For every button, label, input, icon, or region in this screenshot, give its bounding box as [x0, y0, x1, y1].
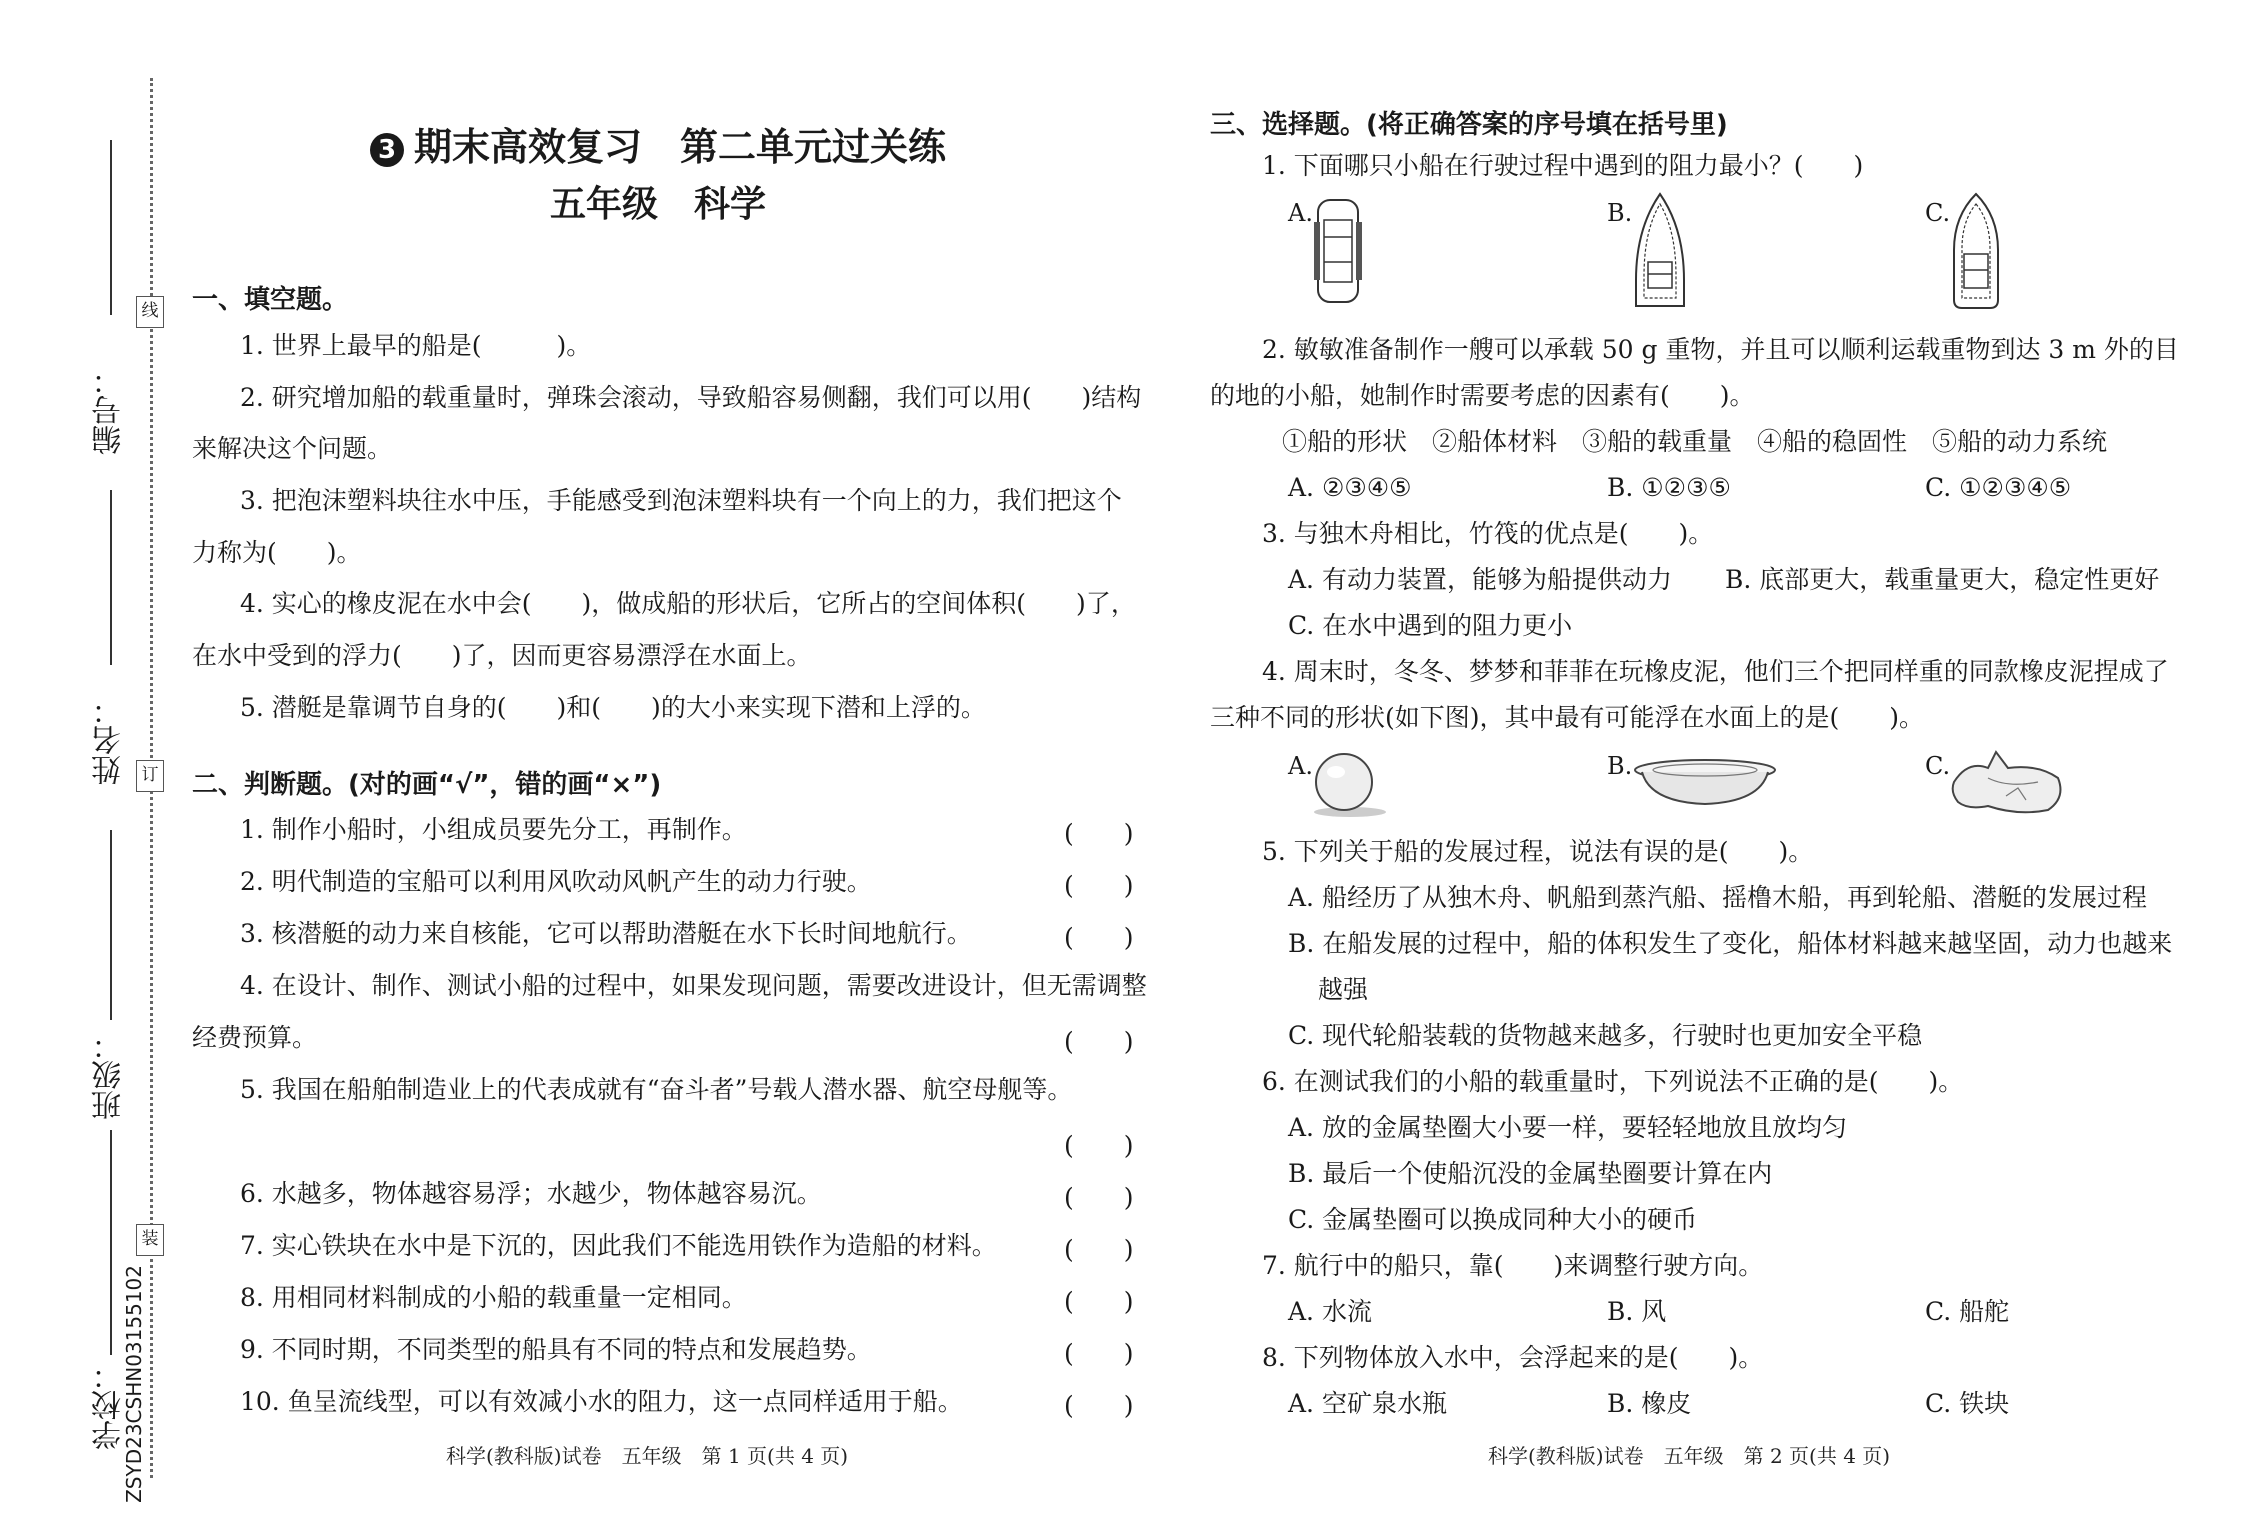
page-title-text: 期末高效复习 第二单元过关练: [414, 125, 947, 169]
s2-q3: 3. 核潜艇的动力来自核能，它可以帮助潜艇在水下长时间地航行。: [240, 919, 972, 948]
s3-q8: 8. 下列物体放入水中，会浮起来的是( )。: [1262, 1343, 1764, 1372]
s2-q6-answer[interactable]: ( ): [1064, 1183, 1134, 1212]
s3-q1-opt-c[interactable]: C.: [1925, 199, 1951, 227]
s3-q4a: 4. 周末时，冬冬、梦梦和菲菲在玩橡皮泥，他们三个把同样重的同款橡皮泥捏成了: [1262, 657, 2169, 686]
s3-q8-opt-c[interactable]: C. 铁块: [1925, 1389, 2010, 1418]
s3-q5-opt-b[interactable]: B. 在船发展的过程中，船的体积发生了变化，船体材料越来越坚固，动力也越来: [1288, 929, 2173, 958]
s2-q7: 7. 实心铁块在水中是下沉的，因此我们不能选用铁作为造船的材料。: [240, 1231, 997, 1260]
section3-heading: 三、选择题。(将正确答案的序号填在括号里): [1210, 110, 1728, 140]
s3-q7-opt-b[interactable]: B. 风: [1607, 1297, 1667, 1326]
name-label: 姓名：: [92, 695, 127, 785]
s2-q1: 1. 制作小船时，小组成员要先分工，再制作。: [240, 815, 747, 844]
s2-q1-answer[interactable]: ( ): [1064, 819, 1134, 848]
s3-q7-opt-c[interactable]: C. 船舵: [1925, 1297, 2010, 1326]
class-blank: [110, 830, 112, 1020]
s3-q2a: 2. 敏敏准备制作一艘可以承载 50 g 重物，并且可以顺利运载重物到达 3 m 外的目: [1262, 335, 2179, 364]
clay-ball-icon: [1310, 750, 1390, 818]
boat-a-icon: [1312, 192, 1364, 310]
number-blank: [110, 140, 112, 315]
s3-q2-items: ①船的形状 ②船体材料 ③船的载重量 ④船的稳固性 ⑤船的动力系统: [1282, 427, 2108, 456]
s2-q10-answer[interactable]: ( ): [1064, 1391, 1134, 1420]
section2-heading: 二、判断题。(对的画“√”，错的画“×”): [192, 770, 662, 800]
page-subtitle: 五年级 科学: [550, 184, 767, 225]
s3-q1-opt-b[interactable]: B.: [1607, 199, 1633, 227]
s3-q3-opt-a[interactable]: A. 有动力装置，能够为船提供动力: [1288, 565, 1672, 594]
name-blank: [110, 490, 112, 665]
class-label: 班级：: [92, 1030, 127, 1120]
s3-q4-opt-b[interactable]: B.: [1607, 752, 1633, 780]
bind-mark-staple: 订: [136, 760, 164, 792]
s3-q3-opt-b[interactable]: B. 底部更大，载重量更大，稳定性更好: [1725, 565, 2160, 594]
s1-q3b: 力称为( )。: [192, 538, 362, 567]
boat-b-icon: [1630, 190, 1690, 314]
page-title: [370, 116, 946, 171]
s3-q7: 7. 航行中的船只，靠( )来调整行驶方向。: [1262, 1251, 1764, 1280]
s2-q4a: 4. 在设计、制作、测试小船的过程中，如果发现问题，需要改进设计，但无需调整: [240, 971, 1147, 1000]
clay-bowl-icon: [1630, 756, 1780, 810]
s3-q6: 6. 在测试我们的小船的载重量时，下列说法不正确的是( )。: [1262, 1067, 1964, 1096]
s3-q5-opt-c[interactable]: C. 现代轮船装载的货物越来越多，行驶时也更加安全平稳: [1288, 1021, 1923, 1050]
s2-q9-answer[interactable]: ( ): [1064, 1339, 1134, 1368]
s3-q1-opt-a[interactable]: A.: [1288, 199, 1313, 227]
bind-mark-line: 线: [136, 296, 164, 328]
s2-q2: 2. 明代制造的宝船可以利用风吹动风帆产生的动力行驶。: [240, 867, 872, 896]
footer-page2: 科学(教科版)试卷 五年级 第 2 页(共 4 页): [1488, 1444, 1891, 1468]
school-blank: [110, 1130, 112, 1355]
s3-q1: 1. 下面哪只小船在行驶过程中遇到的阻力最小？( ): [1262, 151, 1864, 180]
s3-q2-opt-c[interactable]: C. ①②③④⑤: [1925, 473, 2072, 502]
footer-page1: 科学(教科版)试卷 五年级 第 1 页(共 4 页): [446, 1444, 849, 1468]
s3-q6-opt-a[interactable]: A. 放的金属垫圈大小要一样，要轻轻地放且放均匀: [1288, 1113, 1847, 1142]
s3-q3: 3. 与独木舟相比，竹筏的优点是( )。: [1262, 519, 1714, 548]
s1-q3a: 3. 把泡沫塑料块往水中压，手能感受到泡沫塑料块有一个向上的力，我们把这个: [240, 486, 1122, 515]
s3-q5: 5. 下列关于船的发展过程，说法有误的是( )。: [1262, 837, 1814, 866]
s1-q1: 1. 世界上最早的船是( )。: [240, 331, 592, 360]
bind-mark-bind: 装: [136, 1224, 164, 1256]
s3-q7-opt-a[interactable]: A. 水流: [1288, 1297, 1372, 1326]
s2-q4b: 经费预算。: [192, 1023, 318, 1052]
s2-q2-answer[interactable]: ( ): [1064, 871, 1134, 900]
s2-q10: 10. 鱼呈流线型，可以有效减小水的阻力，这一点同样适用于船。: [240, 1387, 963, 1416]
s1-q2b: 来解决这个问题。: [192, 434, 393, 463]
s2-q8-answer[interactable]: ( ): [1064, 1287, 1134, 1316]
s2-q7-answer[interactable]: ( ): [1064, 1235, 1134, 1264]
clay-irregular-shape-icon: [1948, 748, 2068, 818]
s1-q5: 5. 潜艇是靠调节自身的( )和( )的大小来实现下潜和上浮的。: [240, 693, 986, 722]
s3-q4-opt-c[interactable]: C.: [1925, 752, 1951, 780]
s2-q5: 5. 我国在船舶制造业上的代表成就有“奋斗者”号载人潜水器、航空母舰等。: [240, 1075, 1073, 1104]
s3-q5-opt-a[interactable]: A. 船经历了从独木舟、帆船到蒸汽船、摇橹木船，再到轮船、潜艇的发展过程: [1288, 883, 2147, 912]
s2-q8: 8. 用相同材料制成的小船的载重量一定相同。: [240, 1283, 747, 1312]
s2-q5-answer[interactable]: ( ): [1064, 1131, 1134, 1160]
paper-code: ZSYD23CSHN03155102: [122, 1265, 146, 1503]
boat-c-icon: [1948, 190, 2004, 314]
s1-q4a: 4. 实心的橡皮泥在水中会( )，做成船的形状后，它所占的空间体积( )了，: [240, 589, 1136, 618]
section1-heading: 一、填空题。: [192, 285, 349, 315]
title-number-badge: 3: [370, 133, 404, 167]
s3-q2b: 的地的小船，她制作时需要考虑的因素有( )。: [1210, 381, 1755, 410]
s3-q6-opt-b[interactable]: B. 最后一个使船沉没的金属垫圈要计算在内: [1288, 1159, 1773, 1188]
s3-q4b: 三种不同的形状(如下图)，其中最有可能浮在水面上的是( )。: [1210, 703, 1925, 732]
school-label: 学校：: [92, 1360, 127, 1450]
s3-q5-opt-b-cont: 越强: [1318, 975, 1369, 1004]
s1-q2a: 2. 研究增加船的载重量时，弹珠会滚动，导致船容易侧翻，我们可以用( )结构: [240, 383, 1142, 412]
s3-q2-opt-a[interactable]: A. ②③④⑤: [1288, 473, 1412, 502]
s3-q6-opt-c[interactable]: C. 金属垫圈可以换成同种大小的硬币: [1288, 1205, 1698, 1234]
s2-q3-answer[interactable]: ( ): [1064, 923, 1134, 952]
s2-q4-answer[interactable]: ( ): [1064, 1027, 1134, 1056]
s1-q4b: 在水中受到的浮力( )了，因而更容易漂浮在水面上。: [192, 641, 812, 670]
s2-q9: 9. 不同时期，不同类型的船具有不同的特点和发展趋势。: [240, 1335, 872, 1364]
s3-q3-opt-c[interactable]: C. 在水中遇到的阻力更小: [1288, 611, 1573, 640]
number-label: 编号：: [92, 365, 127, 455]
s2-q6: 6. 水越多，物体越容易浮；水越少，物体越容易沉。: [240, 1179, 822, 1208]
s3-q8-opt-b[interactable]: B. 橡皮: [1607, 1389, 1692, 1418]
s3-q4-opt-a[interactable]: A.: [1288, 752, 1313, 780]
s3-q2-opt-b[interactable]: B. ①②③⑤: [1607, 473, 1731, 502]
s3-q8-opt-a[interactable]: A. 空矿泉水瓶: [1288, 1389, 1447, 1418]
